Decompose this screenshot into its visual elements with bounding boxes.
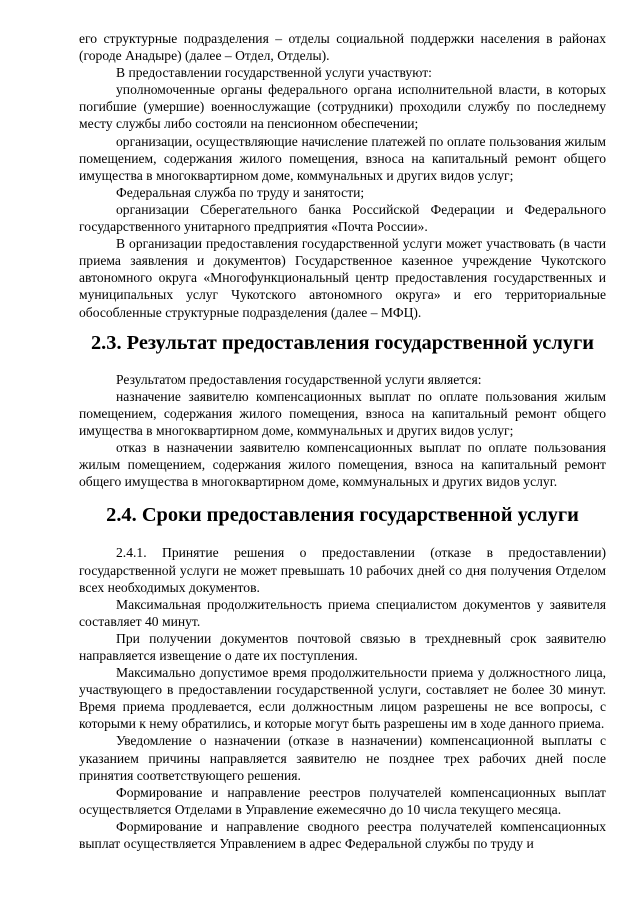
paragraph-billing-organizations: организации, осуществляющие начисление платежей по оплате пользования жилым помещением, содержания жилого помещения, взноса на капитальный ремонт общего имущества в многоквартирном доме, коммунальных и других видов услуг; (79, 133, 606, 183)
paragraph-reception-duration: Максимальная продолжительность приема специалистом документов у заявителя составляет 40 минут. (79, 596, 606, 629)
paragraph-sberbank-post: организации Сберегательного банка Российской Федерации и Федерального государственного унитарного предприятия «Почта России». (79, 201, 606, 235)
paragraph-participants-intro: В предоставлении государственной услуги участвуют: (116, 65, 432, 81)
paragraph-consolidated-register: Формирование и направление сводного реестра получателей компенсационных выплат осуществляется Управлением в адрес Федеральной службы по труду и (79, 818, 606, 852)
section-heading-deadlines: 2.4. Сроки предоставления государственной услуги (106, 504, 579, 527)
paragraph-result-grant: назначение заявителю компенсационных выплат по оплате пользования жилым помещением, содержания жилого помещения, взноса на капитальный ремонт общего имущества в многоквартирном доме, коммунальных и других видов услуг; (79, 388, 606, 438)
paragraph-postal-notice: При получении документов почтовой связью в трехдневный срок заявителю направляется извещение о дате их поступления. (79, 630, 606, 663)
section-heading-result: 2.3. Результат предоставления государственной услуги (90, 331, 595, 354)
paragraph-registers: Формирование и направление реестров получателей компенсационных выплат осуществляется Отделами в Управление ежемесячно до 10 числа текущего месяца. (79, 784, 606, 817)
paragraph-decision-notification: Уведомление о назначении (отказе в назначении) компенсационной выплаты с указанием причины направляется заявителю не позднее трех рабочих дней после принятия соответствующего решения. (79, 733, 606, 783)
paragraph-result-intro: Результатом предоставления государственной услуги является: (116, 371, 482, 387)
paragraph-official-reception: Максимально допустимое время продолжительности приема у должностного лица, участвующего в предоставлении государственной услуги, составляет не более 30 минут. Время приема продлевается, если должностным лицом разрешены не все вопросы, с которыми к нему обратились, и которые могут быть разрешены им в ходе данного приема. (79, 665, 606, 732)
paragraph-result-refusal: отказ в назначении заявителю компенсационных выплат по оплате пользования жилым помещением, содержания жилого помещения, взноса на капитальный ремонт общего имущества в многоквартирном доме, коммунальных и других видов услуг. (79, 440, 606, 490)
document-page (79, 30, 606, 852)
paragraph-federal-authorities: уполномоченные органы федерального органа исполнительной власти, в которых погибшие (умершие) военнослужащие (сотрудники) проходили службу по последнему месту службы либо состояли на пенсионном обеспечении; (79, 82, 606, 132)
paragraph-federal-labor-service: Федеральная служба по труду и занятости; (116, 184, 365, 200)
paragraph-decision-deadline: 2.4.1. Принятие решения о предоставлении (отказе в предоставлении) государственной услуги не может превышать 10 рабочих дней со дня получения Отделом всех необходимых документов. (79, 545, 606, 595)
paragraph-mfc: В организации предоставления государственной услуги может участвовать (в части приема заявления и документов) Государственное казенное учреждение Чукотского автономного округа «Многофункциональный центр предоставления государственных и муниципальных услуг Чукотского автономного округа» и его территориальные обособленные структурные подразделения (далее – МФЦ). (79, 236, 606, 320)
paragraph-departments-continuation: его структурные подразделения – отделы социальной поддержки населения в районах (городе Анадыре) (далее – Отдел, Отделы). (79, 31, 606, 64)
